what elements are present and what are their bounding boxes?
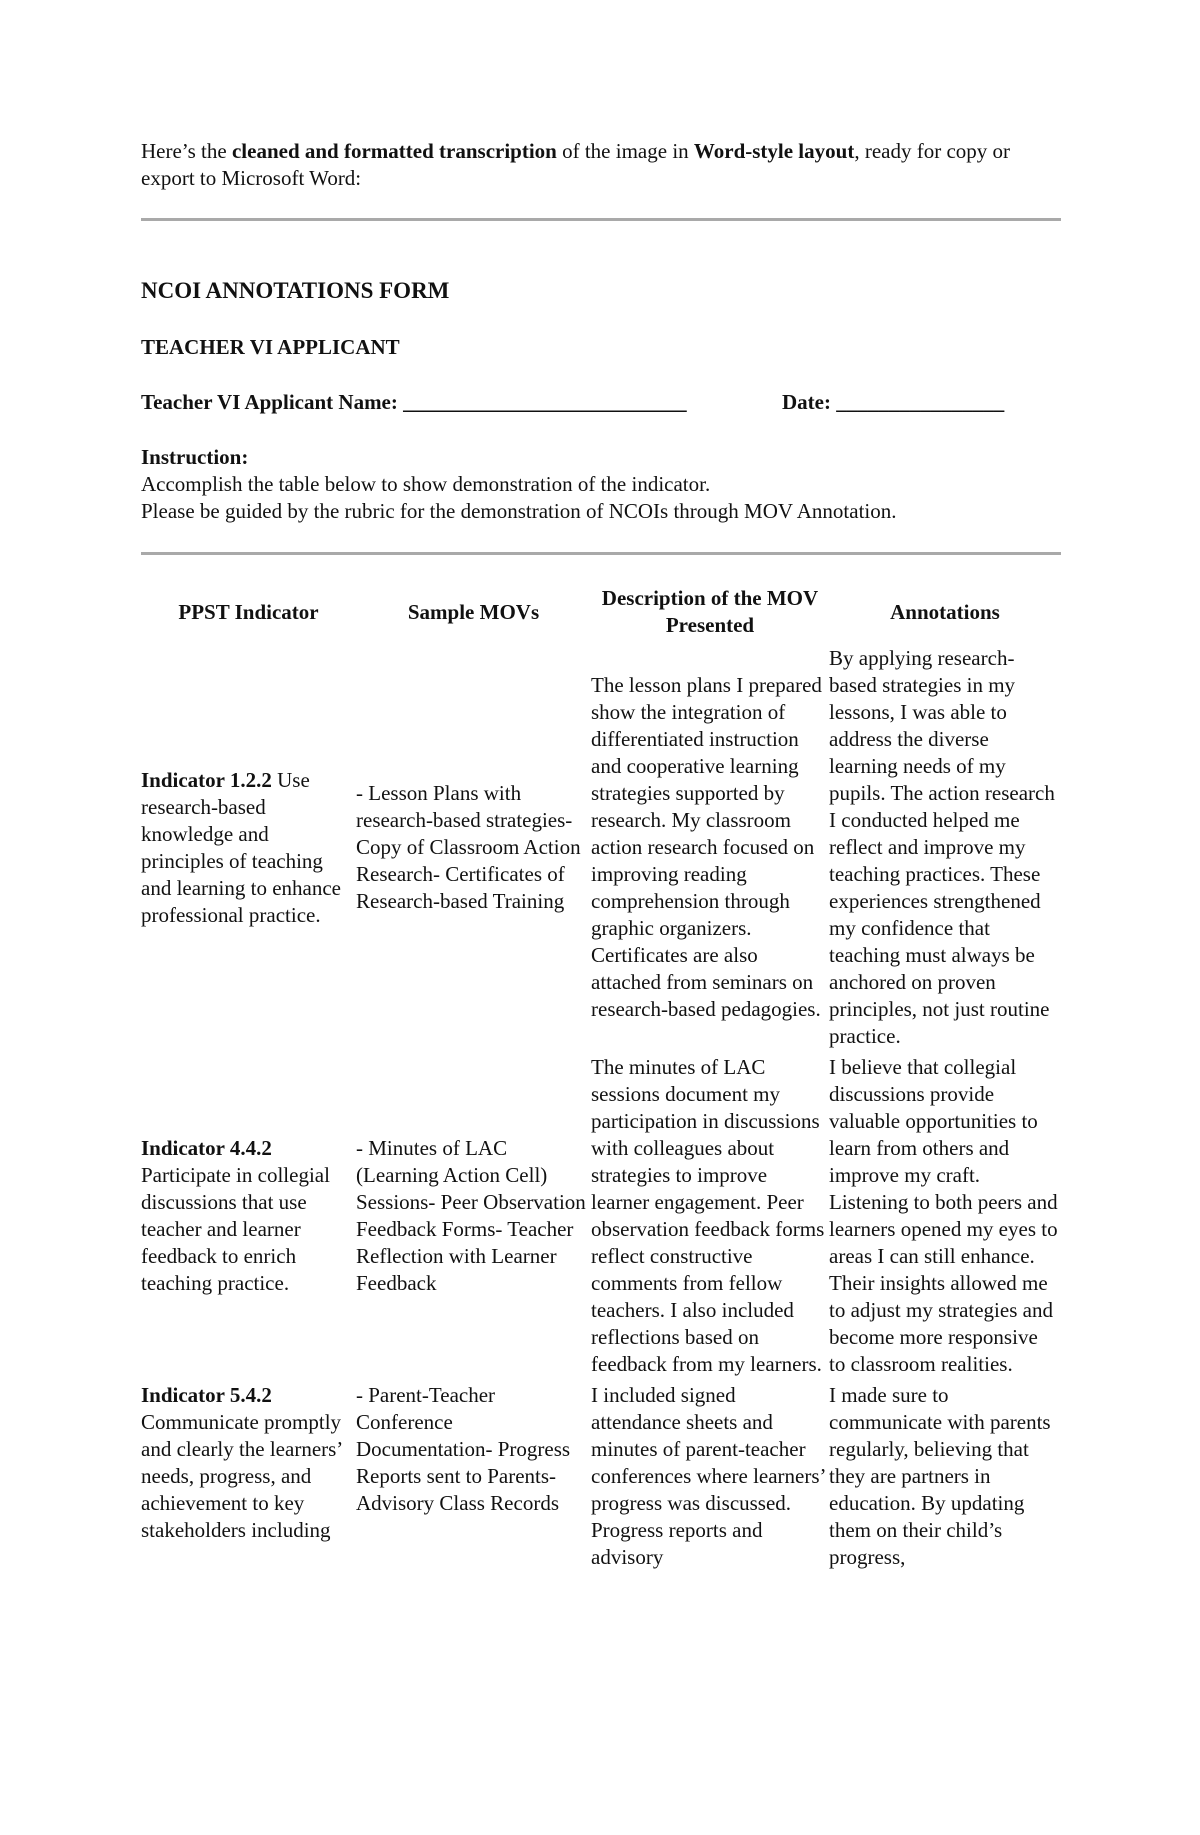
indicator-label: Indicator 4.4.2 <box>141 1136 272 1160</box>
applicant-name-label: Teacher VI Applicant Name: ___________________________ <box>141 390 687 414</box>
annotation-cell: I made sure to communicate with parents regularly, believing that they are partners in education. By updating them on their child’s progress, <box>829 1383 1051 1569</box>
header-ppst-indicator: PPST Indicator <box>178 599 319 624</box>
intro-text-1: Here’s the <box>141 139 232 163</box>
intro-bold-1: cleaned and formatted transcription <box>231 139 557 163</box>
indicator-cell <box>141 645 356 1054</box>
intro-paragraph <box>141 138 1061 192</box>
document-page <box>141 138 1061 1575</box>
header-sample-movs: Sample MOVs <box>407 599 540 624</box>
description-cell: The minutes of LAC sessions document my participation in discussions with colleagues about strategies to improve learner engagement. Peer observation feedback forms reflect constructive comments from fellow teachers. I also included reflections based on feedback from my learners. <box>591 1055 825 1376</box>
applicant-name-line <box>141 389 1061 416</box>
annotation-cell: By applying research-based strategies in my lessons, I was able to address the diverse learning needs of my pupils. The action research I conducted helped me reflect and improve my teaching practices. These experiences strengthened my confidence that teaching must always be anchored on proven principles, not just routine practice. <box>829 646 1055 1048</box>
indicator-label: Indicator 5.4.2 <box>141 1383 272 1407</box>
movs-cell: - Parent-Teacher Conference Documentation- Progress Reports sent to Parents- Advisory Class Records <box>356 1383 571 1515</box>
indicator-text: Use research-based knowledge and principles of teaching and learning to enhance professional practice. <box>141 767 341 927</box>
horizontal-rule <box>141 218 1061 221</box>
indicator-cell <box>141 1382 356 1575</box>
indicator-text: Communicate promptly and clearly the learners’ needs, progress, and achievement to key stakeholders including <box>141 1410 342 1542</box>
description-cell: I included signed attendance sheets and minutes of parent-teacher conferences where learners’ progress was discussed. Progress reports and advisory <box>591 1383 825 1569</box>
indicator-cell <box>141 1054 356 1382</box>
table-header-row <box>141 585 1061 645</box>
table-row <box>141 645 1061 1054</box>
indicator-label: Indicator 1.2.2 <box>141 767 272 792</box>
intro-text-2: of the image in <box>556 139 694 163</box>
header-description: Description of the MOV Presented <box>601 586 819 637</box>
form-subtitle: TEACHER VI APPLICANT <box>141 335 400 359</box>
date-label: Date: ________________ <box>782 390 1005 414</box>
table-row <box>141 1054 1061 1382</box>
intro-bold-2: Word-style layout <box>693 139 855 163</box>
intro-text-3: , ready for copy or export to Microsoft Word: <box>141 139 1011 190</box>
horizontal-rule <box>141 552 1061 555</box>
movs-cell: - Lesson Plans with research-based strategies- Copy of Classroom Action Research- Certificates of Research-based Training <box>356 781 581 913</box>
indicator-text: Participate in collegial discussions that use teacher and learner feedback to enrich teaching practice. <box>141 1163 330 1295</box>
header-annotations: Annotations <box>890 599 1000 624</box>
ncoi-annotations-table <box>141 585 1061 1575</box>
annotation-cell: I believe that collegial discussions provide valuable opportunities to learn from others and improve my craft. Listening to both peers and learners opened my eyes to areas I can still enhance. Their insights allowed me to adjust my strategies and become more responsive to classroom realities. <box>829 1055 1058 1376</box>
instruction-heading: Instruction: <box>141 445 249 469</box>
instruction-line: Please be guided by the rubric for the demonstration of NCOIs through MOV Annotation. <box>141 499 897 523</box>
table-row <box>141 1382 1061 1575</box>
instruction-line: Accomplish the table below to show demonstration of the indicator. <box>141 472 711 496</box>
form-title: NCOI ANNOTATIONS FORM <box>141 278 450 303</box>
description-cell: The lesson plans I prepared show the integration of differentiated instruction and cooperative learning strategies supported by research. My classroom action research focused on improving reading comprehension through graphic organizers. Certificates are also attached from seminars on research-based pedagogies. <box>591 673 822 1021</box>
movs-cell: - Minutes of LAC (Learning Action Cell) Sessions- Peer Observation Feedback Forms- Teacher Reflection with Learner Feedback <box>356 1136 586 1295</box>
